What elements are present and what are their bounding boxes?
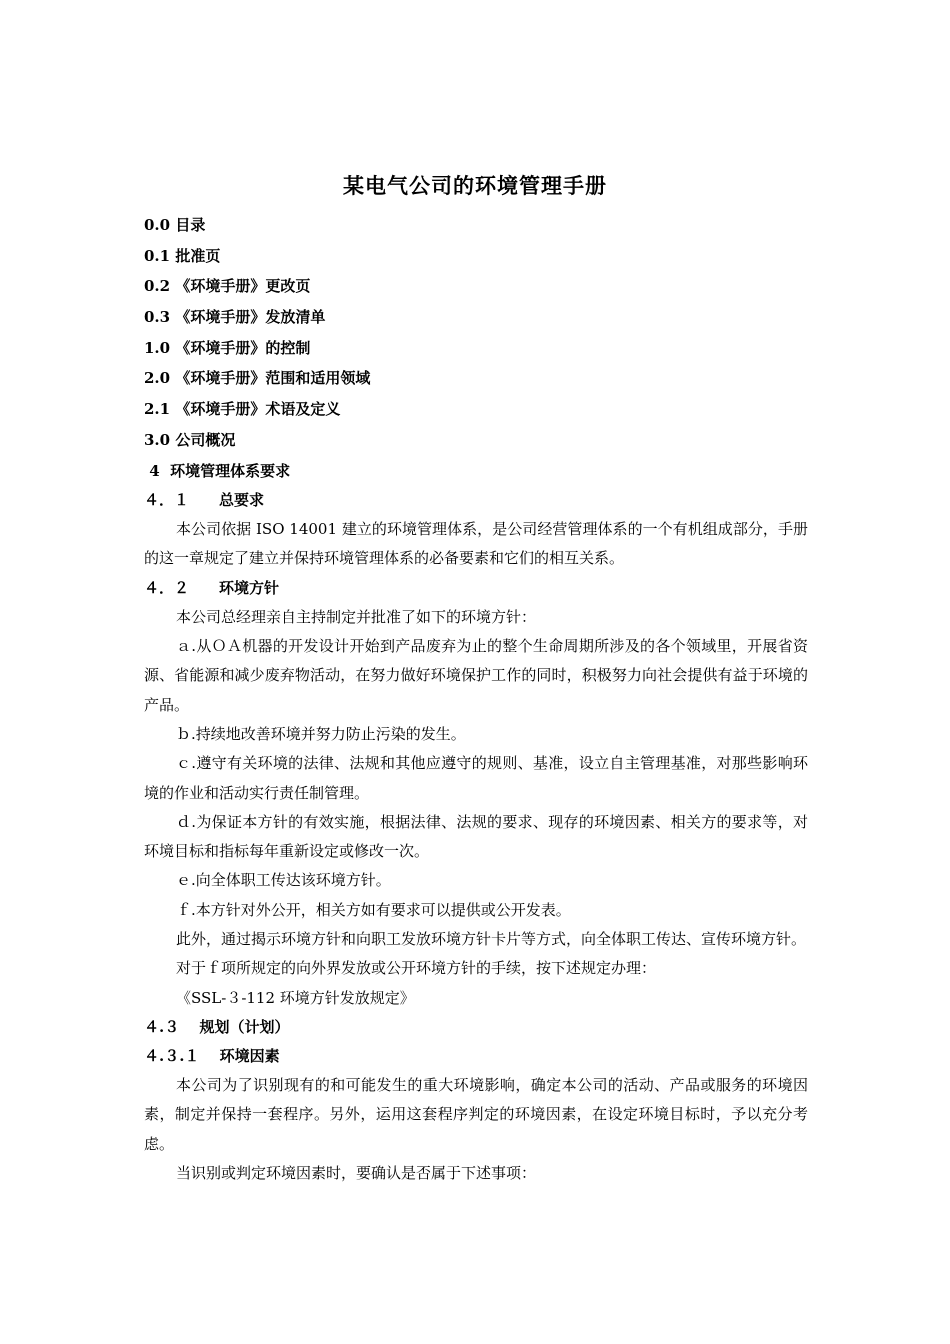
policy-item: ｄ.为保证本方针的有效实施，根据法律、法规的要求、现存的环境因素、相关方的要求等，对环境目标和指标每年重新设定或修改一次。 <box>144 812 808 861</box>
policy-item: ｅ.向全体职工传达该环境方针。 <box>176 871 391 890</box>
section-heading: ４.３.１ 环境因素 <box>144 1046 280 1065</box>
paragraph: 当识别或判定环境因素时，要确认是否属于下述事项： <box>176 1163 537 1182</box>
policy-item: ｆ.本方针对外公开，相关方如有要求可以提供或公开发表。 <box>176 900 571 919</box>
paragraph: 本公司为了识别现有的和可能发生的重大环境影响，确定本公司的活动、产品或服务的环境因素，制定并保持一套程序。另外，运用这套程序判定的环境因素，在设定环境目标时，予以充分考虑。 <box>144 1075 808 1153</box>
toc-item: 3.0 公司概况 <box>144 430 236 449</box>
toc-item: 0.3 《环境手册》发放清单 <box>144 308 326 327</box>
toc-item: 2.0 《环境手册》范围和适用领域 <box>144 369 371 388</box>
toc-item: 0.2 《环境手册》更改页 <box>144 277 311 296</box>
paragraph: 对于ｆ项所规定的向外界发放或公开环境方针的手续，按下述规定办理： <box>176 959 657 978</box>
policy-item: ｂ.持续地改善环境并努力防止污染的发生。 <box>176 724 466 743</box>
paragraph: 本公司依据 ISO 14001 建立的环境管理体系，是公司经营管理体系的一个有机组成部分，手册的这一章规定了建立并保持环境管理体系的必备要素和它们的相互关系。 <box>144 520 808 568</box>
paragraph: 本公司总经理亲自主持制定并批准了如下的环境方针： <box>176 607 537 626</box>
document-body <box>144 210 808 1188</box>
reference-line: 《SSL-３-112 环境方针发放规定》 <box>176 988 415 1007</box>
paragraph: 此外，通过揭示环境方针和向职工发放环境方针卡片等方式，向全体职工传达、宣传环境方针。 <box>176 930 807 949</box>
section-heading: ４．１ 总要求 <box>144 491 265 510</box>
toc-item: 2.1 《环境手册》术语及定义 <box>144 400 341 419</box>
toc-item: 1.0 《环境手册》的控制 <box>144 338 311 357</box>
section-heading: ４.３ 规划（计划） <box>144 1017 290 1036</box>
section-heading: ４．２ 环境方针 <box>144 578 280 597</box>
toc-item: 0.1 批准页 <box>144 246 221 265</box>
document-title: 某电气公司的环境管理手册 <box>343 174 607 198</box>
policy-item: ｃ.遵守有关环境的法律、法规和其他应遵守的规则、基准，设立自主管理基准，对那些影响环境的作业和活动实行责任制管理。 <box>144 754 808 802</box>
toc-item: 0.0 目录 <box>144 216 206 234</box>
toc-item: 4 环境管理体系要求 <box>144 461 291 480</box>
policy-item: ａ.从ＯＡ机器的开发设计开始到产品废弃为止的整个生命周期所涉及的各个领域里，开展省资源、省能源和减少废弃物活动，在努力做好环境保护工作的同时，积极努力向社会提供有益于环境的产品。 <box>144 637 808 714</box>
